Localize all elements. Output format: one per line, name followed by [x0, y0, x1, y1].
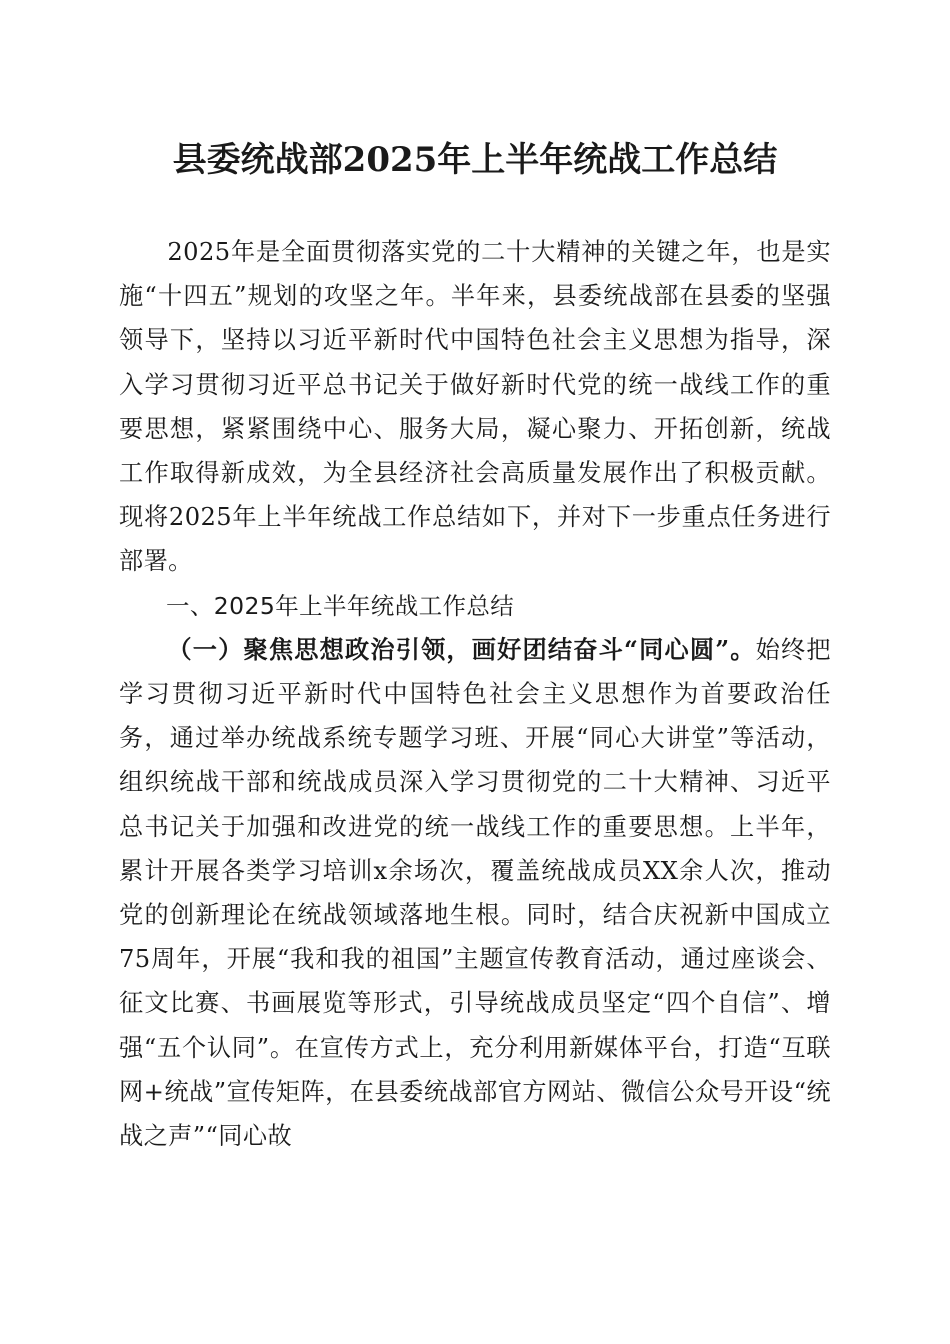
item-paragraph — [119, 628, 831, 1158]
document-body — [119, 230, 831, 1158]
item-heading: （一）聚焦思想政治引领，画好团结奋斗“同心圆”。 — [167, 634, 756, 664]
document-title: 县委统战部2025年上半年统战工作总结 — [172, 140, 778, 180]
item-body: 始终把学习贯彻习近平新时代中国特色社会主义思想作为首要政治任务，通过举办统战系统专题学习班、开展“同心大讲堂”等活动，组织统战干部和统战成员深入学习贯彻党的二十大精神、习近平总书记关于加强和改进党的统一战线工作的重要思想。上半年，累计开展各类学习培训x余场次，覆盖统战成员XX余人次，推动党的创新理论在统战领域落地生根。同时，结合庆祝新中国成立75周年，开展“我和我的祖国”主题宣传教育活动，通过座谈会、征文比赛、书画展览等形式，引导统战成员坚定“四个自信”、增强“五个认同”。在宣传方式上，充分利用新媒体平台，打造“互联网+统战”宣传矩阵，在县委统战部官方网站、微信公众号开设“统战之声”“同心故 — [119, 635, 831, 1151]
intro-paragraph: 2025年是全面贯彻落实党的二十大精神的关键之年，也是实施“十四五”规划的攻坚之年。半年来，县委统战部在县委的坚强领导下，坚持以习近平新时代中国特色社会主义思想为指导，深入学习贯彻习近平总书记关于做好新时代党的统一战线工作的重要思想，紧紧围绕中心、服务大局，凝心聚力、开拓创新，统战工作取得新成效，为全县经济社会高质量发展作出了积极贡献。现将2025年上半年统战工作总结如下，并对下一步重点任务进行部署。 — [119, 238, 831, 576]
section-heading: 一、2025年上半年统战工作总结 — [166, 591, 515, 620]
